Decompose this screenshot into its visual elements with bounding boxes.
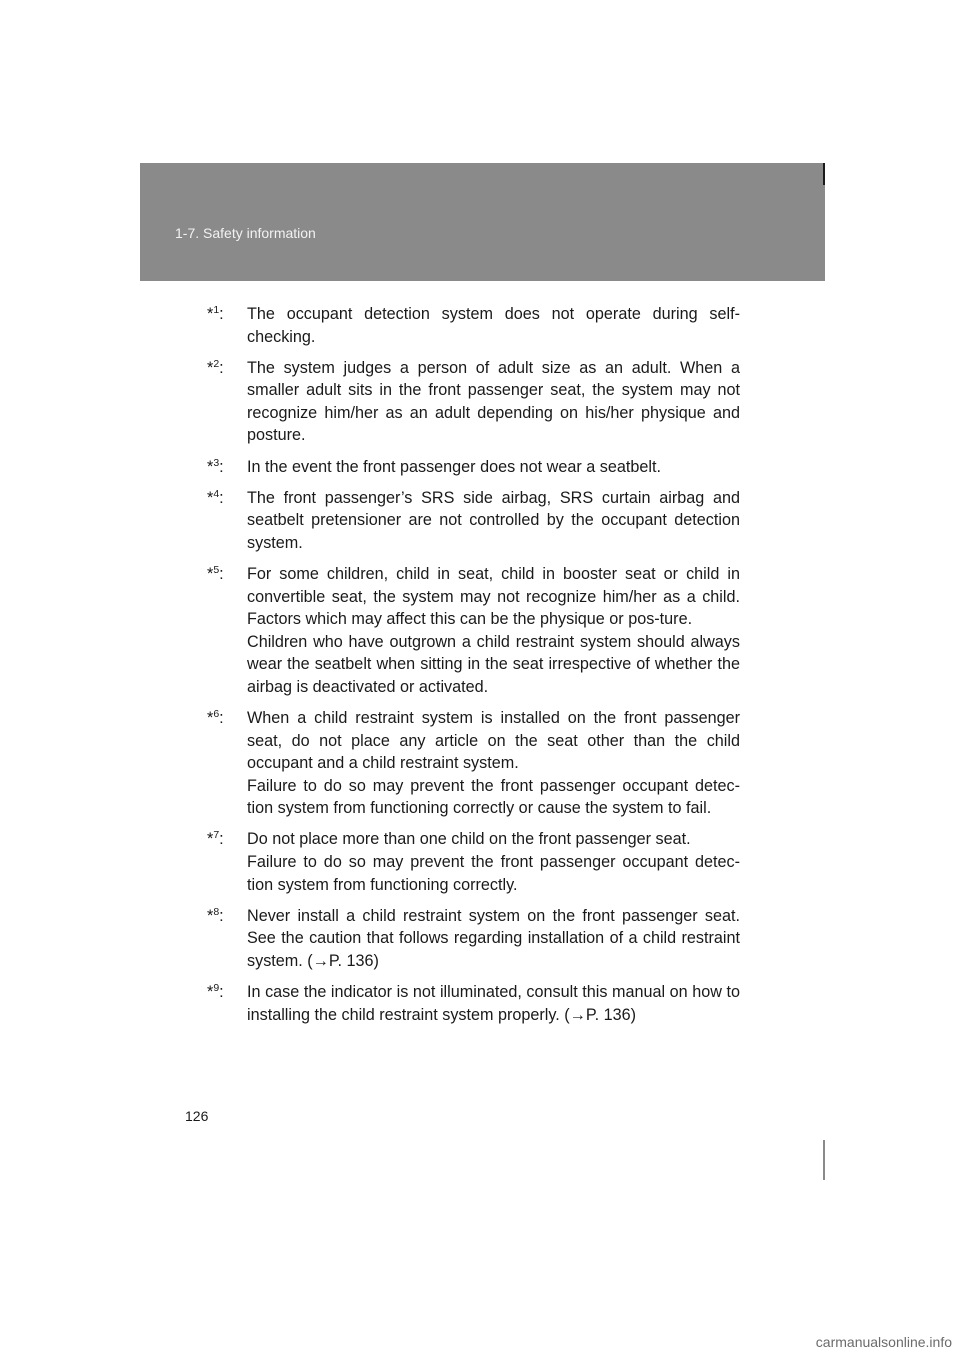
footnote-item xyxy=(207,981,740,1026)
footnote-item xyxy=(207,456,740,479)
page-edge-tick-top xyxy=(823,163,825,185)
footnote-asterisk: * xyxy=(207,358,214,377)
footnote-separator: : xyxy=(219,830,224,849)
footnote-asterisk: * xyxy=(207,906,214,925)
page-number: 126 xyxy=(185,1108,209,1124)
footnote-marker xyxy=(207,981,224,1004)
footnote-number: 8 xyxy=(213,905,220,918)
footnote-text: Do not place more than one child on the front passenger seat. xyxy=(247,830,691,849)
section-header-band xyxy=(140,163,825,281)
footnote-text: In case the indicator is not illuminated, consult this manual on how to installing the child restraint system properly. (→P. 136) xyxy=(247,983,740,1024)
footnote-asterisk: * xyxy=(207,488,214,507)
footnote-text: The system judges a person of adult size as an adult. When a smaller adult sits in the front passenger seat, the system may not recognize him/her as an adult depending on his/her physique and posture. xyxy=(247,358,740,445)
footnote-marker xyxy=(207,487,224,510)
footnote-separator: : xyxy=(219,906,224,925)
footnote-item xyxy=(207,303,740,348)
footnote-separator: : xyxy=(219,305,224,323)
footnote-number: 9 xyxy=(213,982,220,995)
footnote-list xyxy=(207,303,740,1035)
footnote-text: For some children, child in seat, child in booster seat or child in convertible seat, the system may not recognize him/her as a child. Factors which may affect this can be the physique or pos-ture. xyxy=(247,564,740,629)
footnote-asterisk: * xyxy=(207,830,214,849)
footnote-number: 4 xyxy=(213,487,220,500)
footnote-text: Never install a child restraint system on the front passenger seat. See the caution that follows regarding installation of a child restraint system. (→P. 136) xyxy=(247,906,740,970)
footnote-marker xyxy=(207,905,224,928)
footnote-number: 1 xyxy=(213,304,220,316)
footnote-number: 6 xyxy=(213,708,220,720)
footnote-marker xyxy=(207,828,224,851)
footnote-number: 5 xyxy=(213,563,220,576)
footnote-marker xyxy=(207,707,224,730)
footnote-separator: : xyxy=(219,564,224,583)
footnote-text: The occupant detection system does not operate during self-checking. xyxy=(247,305,740,346)
page-edge-tick-bottom xyxy=(823,1140,825,1180)
footnote-separator: : xyxy=(219,358,224,377)
footnote-separator: : xyxy=(219,983,224,1002)
footnote-item xyxy=(207,905,740,973)
footnote-item xyxy=(207,707,740,820)
footnote-number: 2 xyxy=(213,357,220,370)
footnote-text: Children who have outgrown a child restraint system should always wear the seatbelt when sitting in the seat irrespective of whether the airbag is deactivated or activated. xyxy=(247,632,740,696)
footnote-marker xyxy=(207,357,224,380)
footnote-text: When a child restraint system is installed on the front passenger seat, do not place any article on the seat other than the child occupant and a child restraint system. xyxy=(247,709,740,773)
footnote-separator: : xyxy=(219,709,224,727)
footnote-asterisk: * xyxy=(207,983,214,1002)
footnote-text: Failure to do so may prevent the front passenger occupant detec-tion system from functioning correctly or cause the system to fail. xyxy=(247,776,740,818)
footnote-item xyxy=(207,487,740,555)
footnote-text: In the event the front passenger does not wear a seatbelt. xyxy=(247,457,661,476)
section-title: 1-7. Safety information xyxy=(175,225,316,241)
footnote-marker xyxy=(207,563,224,586)
footnote-marker xyxy=(207,456,224,479)
footnote-asterisk: * xyxy=(207,709,214,727)
footnote-asterisk: * xyxy=(207,305,214,323)
footnote-marker xyxy=(207,303,224,326)
footnote-separator: : xyxy=(219,457,224,476)
footnote-text: Failure to do so may prevent the front passenger occupant detec-tion system from functioning correctly. xyxy=(247,853,740,894)
footnote-item xyxy=(207,828,740,896)
footnote-asterisk: * xyxy=(207,457,214,476)
footnote-separator: : xyxy=(219,488,224,507)
footnote-number: 7 xyxy=(213,829,220,842)
watermark: carmanualsonline.info xyxy=(815,1334,952,1350)
footnote-item xyxy=(207,357,740,447)
footnote-number: 3 xyxy=(213,456,220,469)
footnote-asterisk: * xyxy=(207,564,214,583)
footnote-text: The front passenger’s SRS side airbag, SRS curtain airbag and seatbelt pretensioner are not controlled by the occupant detection system. xyxy=(247,488,740,552)
footnote-item xyxy=(207,563,740,699)
